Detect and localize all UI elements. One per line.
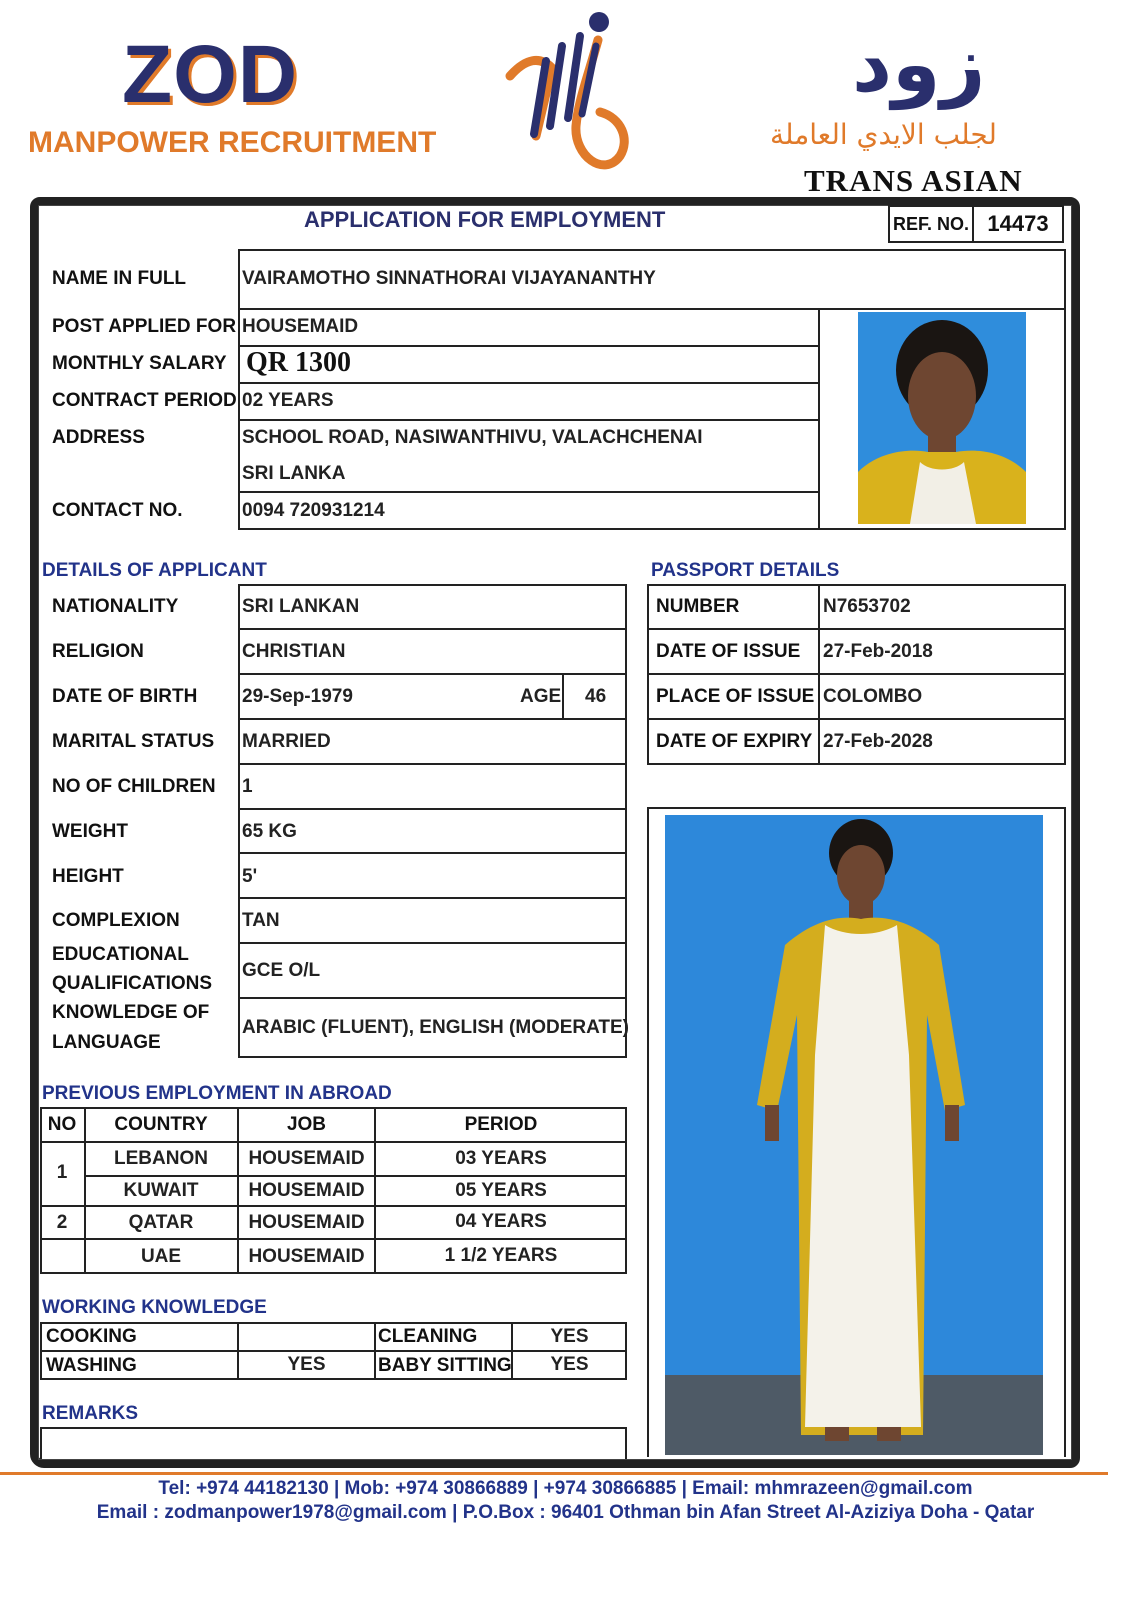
divider (238, 382, 820, 384)
expiry-date-label: DATE OF EXPIRY (656, 731, 813, 752)
table-cell-period: 04 YEARS (455, 1211, 547, 1232)
divider (238, 249, 1066, 251)
table-cell-job: HOUSEMAID (248, 1246, 365, 1267)
divider (84, 1175, 627, 1177)
dob-value: 29-Sep-1979 (242, 686, 353, 707)
name-value: VAIRAMOTHO SINNATHORAI VIJAYANANTHY (242, 268, 656, 289)
issue-date-value: 27-Feb-2018 (823, 641, 933, 662)
divider (562, 673, 564, 720)
education-value: GCE O/L (242, 960, 321, 981)
divider (238, 584, 627, 586)
partner-name: TRANS ASIAN (804, 163, 1023, 198)
contract-value: 02 YEARS (242, 390, 334, 411)
religion-value: CHRISTIAN (242, 641, 346, 662)
remarks-box (40, 1427, 627, 1459)
divider (625, 584, 627, 1058)
divider (238, 673, 627, 675)
language-value: ARABIC (FLUENT), ENGLISH (MODERATE) (242, 1017, 630, 1038)
complexion-value: TAN (242, 910, 280, 931)
arabic-brand: زود (852, 20, 986, 110)
divider (238, 249, 240, 530)
col-country-header: COUNTRY (114, 1114, 208, 1135)
divider (40, 1205, 627, 1207)
salary-label: MONTHLY SALARY (52, 353, 227, 374)
divider (238, 419, 820, 421)
arabic-subtitle: لجلب الايدي العاملة (770, 118, 997, 151)
height-value: 5' (242, 866, 258, 887)
table-cell-no: 2 (56, 1212, 68, 1233)
post-value: HOUSEMAID (242, 316, 359, 337)
applicant-full-photo (665, 815, 1043, 1455)
divider (238, 491, 820, 493)
divider (40, 1238, 627, 1240)
section-previous-employment: PREVIOUS EMPLOYMENT IN ABROAD (42, 1083, 392, 1104)
form-title: APPLICATION FOR EMPLOYMENT (304, 207, 666, 232)
post-label: POST APPLIED FOR (52, 316, 237, 337)
divider (238, 763, 627, 765)
divider (40, 1141, 627, 1143)
salary-value: QR 1300 (246, 347, 351, 378)
company-logo-icon (496, 6, 646, 186)
babysitting-label: BABY SITTING (378, 1355, 512, 1376)
divider (238, 852, 627, 854)
marital-value: MARRIED (242, 731, 331, 752)
issue-place-value: COLOMBO (823, 686, 923, 707)
children-value: 1 (242, 776, 253, 797)
issue-date-label: DATE OF ISSUE (656, 641, 801, 662)
education-label-1: EDUCATIONAL (52, 944, 189, 965)
ref-number-box (888, 205, 1064, 243)
nationality-value: SRI LANKAN (242, 596, 360, 617)
col-period-header: PERIOD (464, 1114, 538, 1135)
divider (238, 528, 1066, 530)
table-cell-period: 05 YEARS (455, 1180, 547, 1201)
footer-divider (0, 1472, 1108, 1475)
table-cell-period: 03 YEARS (455, 1148, 547, 1169)
contract-label: CONTRACT PERIOD (52, 390, 237, 411)
divider (647, 807, 1066, 809)
address-line-2: SRI LANKA (242, 463, 346, 484)
table-cell-country: KUWAIT (123, 1180, 199, 1201)
language-label-1: KNOWLEDGE OF (52, 1002, 210, 1023)
washing-value: YES (287, 1354, 326, 1375)
passport-number-label: NUMBER (656, 596, 740, 617)
name-label: NAME IN FULL (52, 268, 187, 289)
age-label: AGE (520, 686, 562, 707)
section-working-knowledge: WORKING KNOWLEDGE (42, 1297, 267, 1318)
table-cell-country: LEBANON (114, 1148, 208, 1169)
language-label-2: LANGUAGE (52, 1032, 161, 1053)
table-cell-job: HOUSEMAID (248, 1180, 365, 1201)
divider (1064, 249, 1066, 530)
table-cell-country: QATAR (128, 1212, 194, 1233)
section-passport: PASSPORT DETAILS (651, 560, 840, 581)
nationality-label: NATIONALITY (52, 596, 179, 617)
divider (238, 628, 627, 630)
address-line-1: SCHOOL ROAD, NASIWANTHIVU, VALACHCHENAI (242, 427, 703, 448)
footer-line-1: Tel: +974 44182130 | Mob: +974 30866889 | +974 30866885 | Email: mhmrazeen@gmail.com (158, 1478, 973, 1499)
passport-number-value: N7653702 (823, 596, 911, 617)
marital-label: MARITAL STATUS (52, 731, 215, 752)
divider (238, 808, 627, 810)
applicant-portrait-photo (858, 312, 1026, 524)
divider (1064, 807, 1066, 1457)
cooking-label: COOKING (46, 1326, 137, 1347)
table-cell-job: HOUSEMAID (248, 1212, 365, 1233)
table-cell-no: 1 (56, 1162, 68, 1183)
divider (818, 308, 820, 530)
cleaning-value: YES (550, 1326, 589, 1347)
divider (238, 1056, 627, 1058)
table-cell-period: 1 1/2 YEARS (444, 1245, 558, 1266)
dob-label: DATE OF BIRTH (52, 686, 198, 707)
divider (238, 897, 627, 899)
ref-label: REF. NO. (890, 207, 974, 241)
divider (647, 673, 1066, 675)
section-remarks: REMARKS (42, 1403, 139, 1424)
contact-label: CONTACT NO. (52, 500, 183, 521)
divider (238, 584, 240, 1058)
washing-label: WASHING (46, 1355, 137, 1376)
address-label: ADDRESS (52, 427, 145, 448)
babysitting-value: YES (550, 1354, 589, 1375)
divider (647, 718, 1066, 720)
religion-label: RELIGION (52, 641, 144, 662)
ref-value: 14473 (987, 211, 1049, 236)
section-applicant: DETAILS OF APPLICANT (42, 560, 267, 581)
cleaning-label: CLEANING (378, 1326, 478, 1347)
brand-subtitle: MANPOWER RECRUITMENT (28, 126, 437, 159)
divider (40, 1350, 627, 1352)
brand-logo-text: ZOD (122, 29, 299, 120)
height-label: HEIGHT (52, 866, 124, 887)
table-cell-job: HOUSEMAID (248, 1148, 365, 1169)
table-cell-country: UAE (140, 1246, 182, 1267)
col-job-header: JOB (286, 1114, 327, 1135)
complexion-label: COMPLEXION (52, 910, 180, 931)
weight-label: WEIGHT (52, 821, 128, 842)
divider (238, 718, 627, 720)
weight-value: 65 KG (242, 821, 297, 842)
divider (238, 942, 627, 944)
col-no-header: NO (47, 1114, 77, 1135)
divider (647, 628, 1066, 630)
age-value: 46 (585, 686, 607, 707)
divider (238, 997, 627, 999)
issue-place-label: PLACE OF ISSUE (656, 686, 815, 707)
expiry-date-value: 27-Feb-2028 (823, 731, 933, 752)
education-label-2: QUALIFICATIONS (52, 973, 213, 994)
divider (238, 308, 1066, 310)
divider (647, 807, 649, 1457)
contact-value: 0094 720931214 (242, 500, 385, 521)
children-label: NO OF CHILDREN (52, 776, 216, 797)
footer-line-2: Email : zodmanpower1978@gmail.com | P.O.Box : 96401 Othman bin Afan Street Al-Aziziya Doha - Qatar (96, 1502, 1035, 1523)
